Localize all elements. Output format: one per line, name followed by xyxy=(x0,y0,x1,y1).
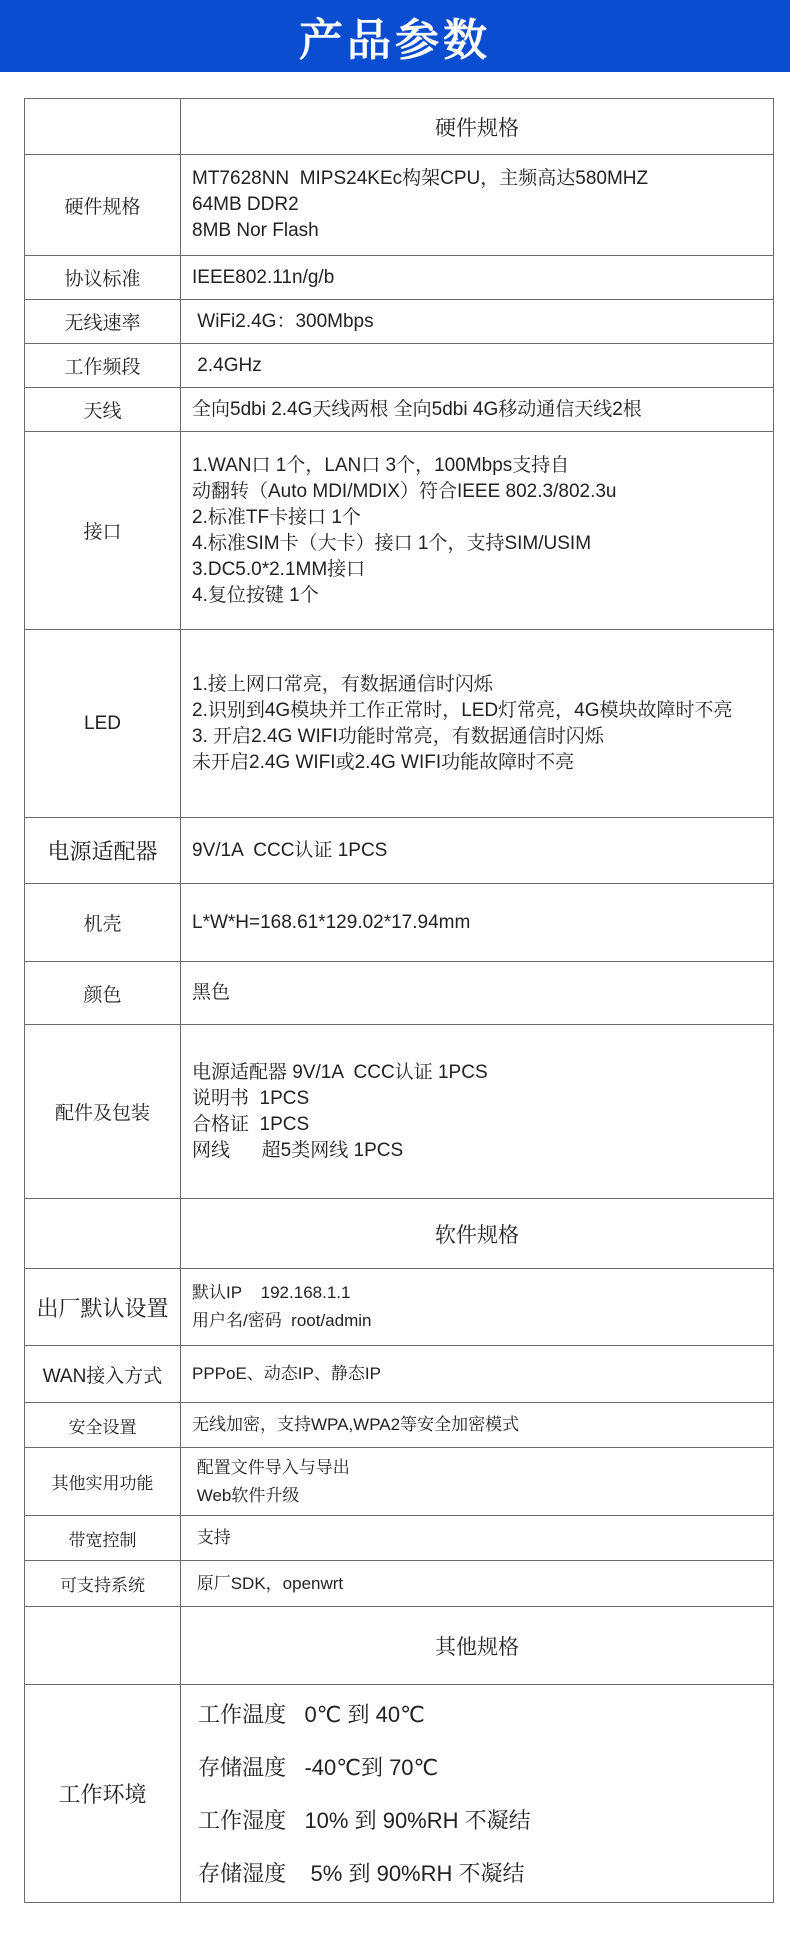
table-row-color xyxy=(25,962,774,1025)
value-line: 64MB DDR2 xyxy=(192,194,299,215)
row-value xyxy=(181,1269,774,1346)
row-label: 可支持系统 xyxy=(25,1561,181,1607)
value-line: 1.WAN口 1个，LAN口 3个，100Mbps支持自 xyxy=(192,454,570,476)
table-row-interface xyxy=(25,432,774,630)
value-line: 无线加密，支持WPA,WPA2等安全加密模式 xyxy=(192,1415,520,1434)
row-label: 工作频段 xyxy=(25,344,181,388)
value-line: Web软件升级 xyxy=(192,1485,300,1505)
row-label: 工作环境 xyxy=(25,1685,181,1903)
row-label: 出厂默认设置 xyxy=(25,1269,181,1346)
row-label: 天线 xyxy=(25,388,181,432)
row-value xyxy=(181,818,774,884)
row-label: 接口 xyxy=(25,432,181,630)
row-value xyxy=(181,256,774,300)
row-value xyxy=(181,1448,774,1516)
section-row-software xyxy=(25,1199,774,1269)
table-row-factory xyxy=(25,1269,774,1346)
section-empty-cell xyxy=(25,1199,181,1269)
table-row-environment xyxy=(25,1685,774,1903)
table-row-utilities xyxy=(25,1448,774,1516)
table-row-systems xyxy=(25,1561,774,1607)
value-line: 全向5dbi 2.4G天线两根 全向5dbi 4G移动通信天线2根 xyxy=(192,398,642,420)
header-banner xyxy=(0,0,790,72)
value-line: 4.标准SIM卡（大卡）接口 1个，支持SIM/USIM xyxy=(192,532,592,554)
value-line: PPPoE、动态IP、静态IP xyxy=(192,1364,381,1383)
table-row-hw-spec xyxy=(25,155,774,256)
table-row-band xyxy=(25,344,774,388)
value-line: 配置文件导入与导出 xyxy=(192,1457,350,1477)
table-row-wireless-rate xyxy=(25,300,774,344)
section-row-hardware xyxy=(25,99,774,155)
section-empty-cell xyxy=(25,99,181,155)
value-line: 未开启2.4G WIFI或2.4G WIFI功能故障时不亮 xyxy=(192,751,575,773)
row-label: 硬件规格 xyxy=(25,155,181,256)
page-title: 产品参数 xyxy=(299,16,491,65)
row-value xyxy=(181,1561,774,1607)
table-row-protocol xyxy=(25,256,774,300)
table-row-wan xyxy=(25,1346,774,1403)
row-value xyxy=(181,155,774,256)
row-value xyxy=(181,344,774,388)
value-line: 9V/1A CCC认证 1PCS xyxy=(192,839,388,861)
value-line: L*W*H=168.61*129.02*17.94mm xyxy=(192,911,471,933)
value-line: 动翻转（Auto MDI/MDIX）符合IEEE 802.3/802.3u xyxy=(192,480,617,502)
row-label: 机壳 xyxy=(25,884,181,962)
value-line: 存储温度 -40℃到 70℃ xyxy=(192,1754,439,1780)
value-line: 说明书 1PCS xyxy=(192,1087,310,1109)
row-label: 协议标准 xyxy=(25,256,181,300)
value-line: 1.接上网口常亮，有数据通信时闪烁 xyxy=(192,673,493,695)
table-row-case xyxy=(25,884,774,962)
row-label: WAN接入方式 xyxy=(25,1346,181,1403)
row-label: 电源适配器 xyxy=(25,818,181,884)
section-row-other xyxy=(25,1607,774,1685)
value-line: MT7628NN MIPS24KEc构架CPU，主频高达580MHZ xyxy=(192,168,649,189)
value-line: 4.复位按键 1个 xyxy=(192,584,319,606)
value-line: 2.识别到4G模块并工作正常时，LED灯常亮，4G模块故障时不亮 xyxy=(192,699,733,721)
table-row-bandwidth xyxy=(25,1516,774,1561)
table-row-security xyxy=(25,1403,774,1448)
value-line: 黑色 xyxy=(192,982,231,1003)
row-value xyxy=(181,630,774,818)
row-value xyxy=(181,884,774,962)
section-header-other: 其他规格 xyxy=(181,1607,774,1685)
value-line: 合格证 1PCS xyxy=(192,1113,310,1135)
table-row-accessories xyxy=(25,1025,774,1199)
row-value xyxy=(181,1685,774,1903)
row-label: 颜色 xyxy=(25,962,181,1025)
row-value xyxy=(181,962,774,1025)
row-value xyxy=(181,388,774,432)
table-row-led xyxy=(25,630,774,818)
value-line: IEEE802.11n/g/b xyxy=(192,266,335,288)
section-header-hardware: 硬件规格 xyxy=(181,99,774,155)
value-line: 支持 xyxy=(192,1528,231,1547)
row-label: 带宽控制 xyxy=(25,1516,181,1561)
value-line: WiFi2.4G：300Mbps xyxy=(192,310,374,332)
value-line: 存储湿度 5% 到 90%RH 不凝结 xyxy=(192,1860,525,1886)
value-line: 电源适配器 9V/1A CCC认证 1PCS xyxy=(192,1061,488,1083)
value-line: 网线 超5类网线 1PCS xyxy=(192,1139,404,1161)
row-label: 无线速率 xyxy=(25,300,181,344)
row-value xyxy=(181,1025,774,1199)
row-value xyxy=(181,1516,774,1561)
row-value xyxy=(181,1346,774,1403)
table-row-power xyxy=(25,818,774,884)
row-label: LED xyxy=(25,630,181,818)
value-line: 用户名/密码 root/admin xyxy=(192,1311,372,1330)
row-label: 其他实用功能 xyxy=(25,1448,181,1516)
value-line: 2.标准TF卡接口 1个 xyxy=(192,506,361,528)
value-line: 8MB Nor Flash xyxy=(192,220,319,241)
row-value xyxy=(181,1403,774,1448)
row-label: 配件及包装 xyxy=(25,1025,181,1199)
value-line: 3. 开启2.4G WIFI功能时常亮，有数据通信时闪烁 xyxy=(192,725,604,747)
row-value xyxy=(181,300,774,344)
value-line: 工作湿度 10% 到 90%RH 不凝结 xyxy=(192,1807,531,1833)
value-line: 工作温度 0℃ 到 40℃ xyxy=(192,1701,425,1727)
section-empty-cell xyxy=(25,1607,181,1685)
spec-table xyxy=(24,98,774,1903)
value-line: 原厂SDK，openwrt xyxy=(192,1573,344,1593)
value-line: 3.DC5.0*2.1MM接口 xyxy=(192,558,366,580)
section-header-software: 软件规格 xyxy=(181,1199,774,1269)
row-value xyxy=(181,432,774,630)
value-line: 2.4GHz xyxy=(192,354,262,376)
table-row-antenna xyxy=(25,388,774,432)
row-label: 安全设置 xyxy=(25,1403,181,1448)
value-line: 默认IP 192.168.1.1 xyxy=(192,1283,351,1302)
